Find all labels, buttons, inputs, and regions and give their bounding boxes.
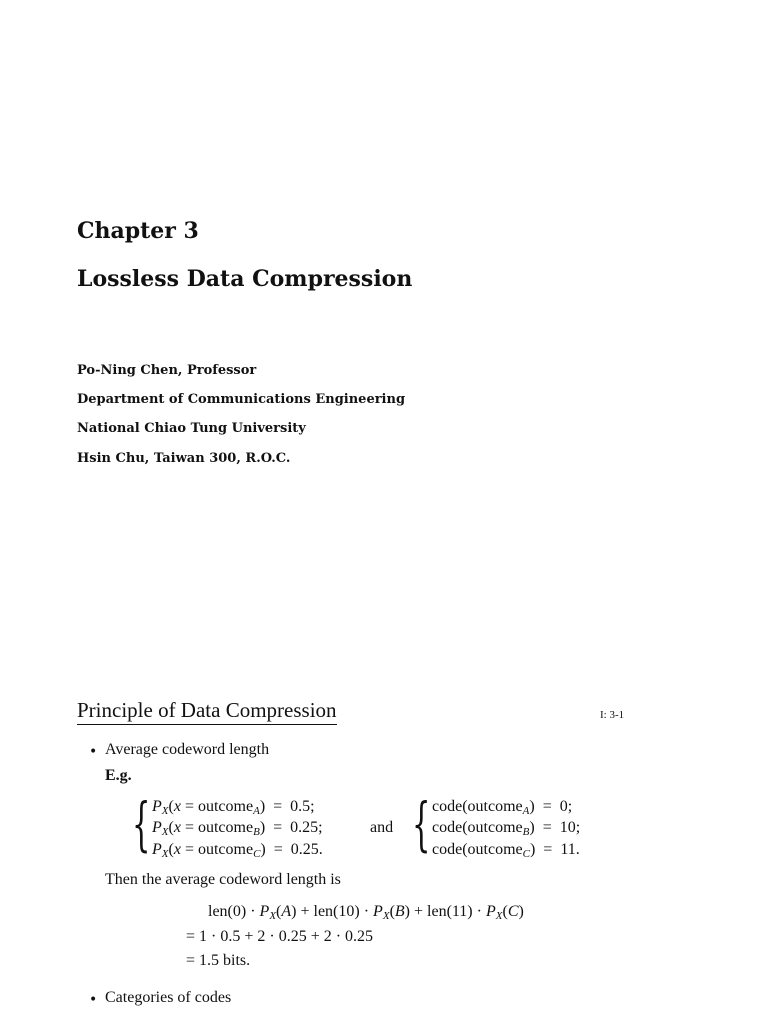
prob-row-b-value: 0.25; [290,819,323,836]
equation-line-2: = 1 · 0.5 + 2 · 0.25 + 2 · 0.25 [186,928,374,945]
right-brace: { [412,790,431,858]
prob-row-a-value: 0.5; [290,798,315,815]
prob-row-a: $P_X(x$ = outcome$_A$) = 0.5; [152,798,315,817]
author-location: Hsin Chu, Taiwan 300, R.O.C. [77,451,291,466]
code-row-a: code(outcome$_A$) = 0; [432,798,573,817]
example-label: E.g. [105,767,132,784]
prob-row-c: $P_X(x$ = outcome$_C$) = 0.25. [152,841,323,860]
equation-line-3: = 1.5 bits. [186,952,251,969]
page-number: I: 3-1 [600,709,625,721]
author-university: National Chiao Tung University [77,421,306,436]
code-row-a-value: 0; [559,798,573,815]
code-row-b-value: 10; [559,819,581,836]
chapter-heading: Chapter 3 [77,218,199,244]
author-name: Po-Ning Chen, Professor [77,363,257,378]
chapter-title: Lossless Data Compression [77,266,413,292]
prob-row-b-sub: B [253,826,260,838]
prob-row-a-sub: A [253,805,260,817]
code-row-c-sub: C [522,848,530,860]
code-row-b: code(outcome$_B$) = 10; [432,819,581,838]
bullet-average-codeword-length: Average codeword length [105,741,270,758]
code-row-b-sub: B [522,826,530,838]
bullet-icon: • [89,992,98,1008]
bullet-icon: • [89,744,98,760]
bullet-categories-of-codes: Categories of codes [105,989,232,1006]
author-department: Department of Communications Engineering [77,392,406,407]
code-row-c-value: 11. [560,841,580,858]
prob-row-c-value: 0.25. [290,841,323,858]
equation-line-1: $len(0) \cdot P_X(A) + len(10) \cdot P_X(B) + len(11) \cdot P_X(C)$ [208,903,524,922]
code-row-a-sub: A [522,805,530,817]
left-brace: { [132,790,151,858]
average-length-intro: Then the average codeword length is [105,871,341,888]
prob-row-b: $P_X(x$ = outcome$_B$) = 0.25; [152,819,323,838]
and-connector: and [370,819,394,836]
code-row-c: code(outcome$_C$) = 11. [432,841,580,860]
section-title: Principle of Data Compression [77,698,337,725]
prob-row-c-sub: C [253,848,261,860]
